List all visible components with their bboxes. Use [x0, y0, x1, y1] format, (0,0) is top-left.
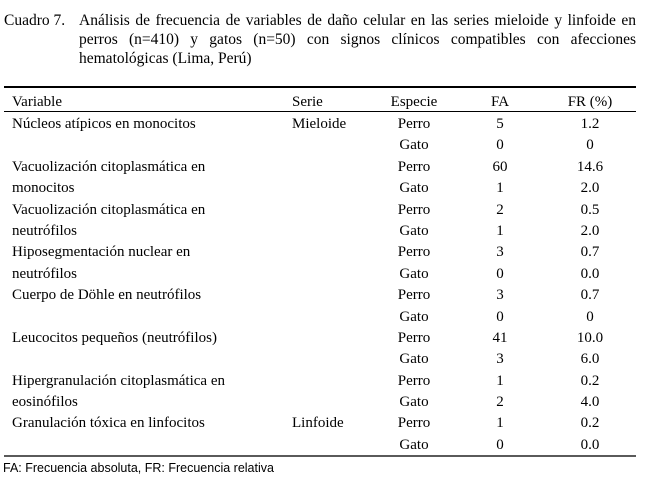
cell-fr: 0	[586, 308, 594, 325]
cell-fr: 1.2	[580, 116, 600, 132]
table-footnote: FA: Frecuencia absoluta, FR: Frecuencia relativa	[3, 461, 274, 475]
table-row	[0, 242, 648, 263]
cell-fr: 0.7	[580, 287, 600, 304]
cell-fr: 0.2	[580, 415, 600, 432]
cell-variable: Núcleos atípicos en monocitos	[12, 116, 196, 132]
cell-fa: 3	[496, 244, 504, 261]
cell-especie: Perro	[397, 372, 431, 389]
cell-especie: Perro	[397, 244, 431, 261]
table-row	[0, 157, 648, 178]
cell-fr: 0.0	[580, 436, 600, 453]
table-row	[0, 371, 648, 392]
header-fa: FA	[490, 94, 510, 110]
cell-fa: 1	[496, 372, 504, 389]
table-row	[0, 221, 648, 242]
cell-fa: 0	[496, 308, 504, 325]
header-fr: FR (%)	[567, 94, 613, 110]
cell-fr: 0.5	[580, 201, 600, 218]
cell-especie: Gato	[399, 351, 429, 368]
cell-variable: neutrófilos	[12, 222, 77, 239]
cell-fa: 60	[492, 158, 508, 175]
caption-label: Cuadro 7.	[4, 12, 66, 29]
cell-variable: neutrófilos	[12, 265, 77, 282]
cell-fa: 1	[496, 222, 504, 239]
cell-fr: 14.6	[576, 158, 604, 175]
header-serie: Serie	[292, 94, 323, 110]
table-body	[0, 114, 648, 456]
table-row	[0, 285, 648, 306]
cell-variable: Hipergranulación citoplasmática en	[12, 372, 225, 389]
cell-fa: 2	[496, 201, 504, 218]
cell-especie: Perro	[397, 287, 431, 304]
cell-fr: 10.0	[576, 329, 604, 346]
table-row	[0, 413, 648, 434]
table-row	[0, 135, 648, 156]
cell-fa: 0	[496, 265, 504, 282]
cell-variable: Vacuolización citoplasmática en	[12, 158, 206, 175]
table-row	[0, 114, 648, 135]
cell-variable: Hiposegmentación nuclear en	[12, 244, 191, 261]
cell-especie: Gato	[399, 265, 429, 282]
cell-fr: 2.0	[580, 222, 600, 239]
table-row	[0, 349, 648, 370]
cell-variable: Granulación tóxica en linfocitos	[12, 415, 205, 432]
cell-especie: Gato	[399, 222, 429, 239]
cell-variable: eosinófilos	[12, 394, 78, 411]
cell-fa: 5	[496, 116, 504, 132]
table-row	[0, 307, 648, 328]
cell-especie: Perro	[397, 116, 431, 132]
table-row	[0, 328, 648, 349]
cell-variable: Vacuolización citoplasmática en	[12, 201, 206, 218]
cell-especie: Perro	[397, 415, 431, 432]
header-especie: Especie	[390, 94, 438, 110]
cell-fr: 4.0	[580, 394, 600, 411]
cell-fa: 2	[496, 394, 504, 411]
table-header-rule	[4, 111, 636, 112]
table-row	[0, 178, 648, 199]
cell-especie: Gato	[399, 308, 429, 325]
table-bottom-rule	[4, 455, 636, 457]
cell-serie: Mieloide	[292, 116, 347, 132]
table-row	[0, 200, 648, 221]
cell-variable: monocitos	[12, 180, 75, 197]
cell-variable: Cuerpo de Döhle en neutrófilos	[12, 287, 202, 304]
cell-especie: Gato	[399, 436, 429, 453]
cell-serie: Linfoide	[292, 415, 344, 432]
cell-fa: 3	[496, 287, 504, 304]
cell-especie: Perro	[397, 201, 431, 218]
table-caption	[4, 11, 636, 68]
cell-especie: Gato	[399, 137, 429, 154]
table-row	[0, 392, 648, 413]
cell-especie: Gato	[399, 394, 429, 411]
table-top-rule	[4, 86, 636, 88]
cell-fr: 0.7	[580, 244, 600, 261]
cell-especie: Gato	[399, 180, 429, 197]
cell-variable: Leucocitos pequeños (neutrófilos)	[12, 329, 217, 346]
cell-fa: 0	[496, 137, 504, 154]
cell-fr: 6.0	[580, 351, 600, 368]
cell-fa: 3	[496, 351, 504, 368]
table-row	[0, 435, 648, 456]
cell-fa: 41	[492, 329, 508, 346]
header-variable: Variable	[12, 94, 62, 110]
cell-fa: 1	[496, 180, 504, 197]
cell-fr: 0.0	[580, 265, 600, 282]
cell-fa: 1	[496, 415, 504, 432]
table-row	[0, 264, 648, 285]
cell-fr: 0.2	[580, 372, 600, 389]
cell-especie: Perro	[397, 329, 431, 346]
cell-especie: Perro	[397, 158, 431, 175]
cell-fa: 0	[496, 436, 504, 453]
cell-fr: 2.0	[580, 180, 600, 197]
caption-text: Análisis de frecuencia de variables de daño celular en las series mieloide y linfoide en perros (n=410) y gatos (n=50) con signos clínicos compatibles con afecciones hematológicas (Lima, Perú)	[79, 12, 636, 67]
cell-fr: 0	[586, 137, 594, 154]
